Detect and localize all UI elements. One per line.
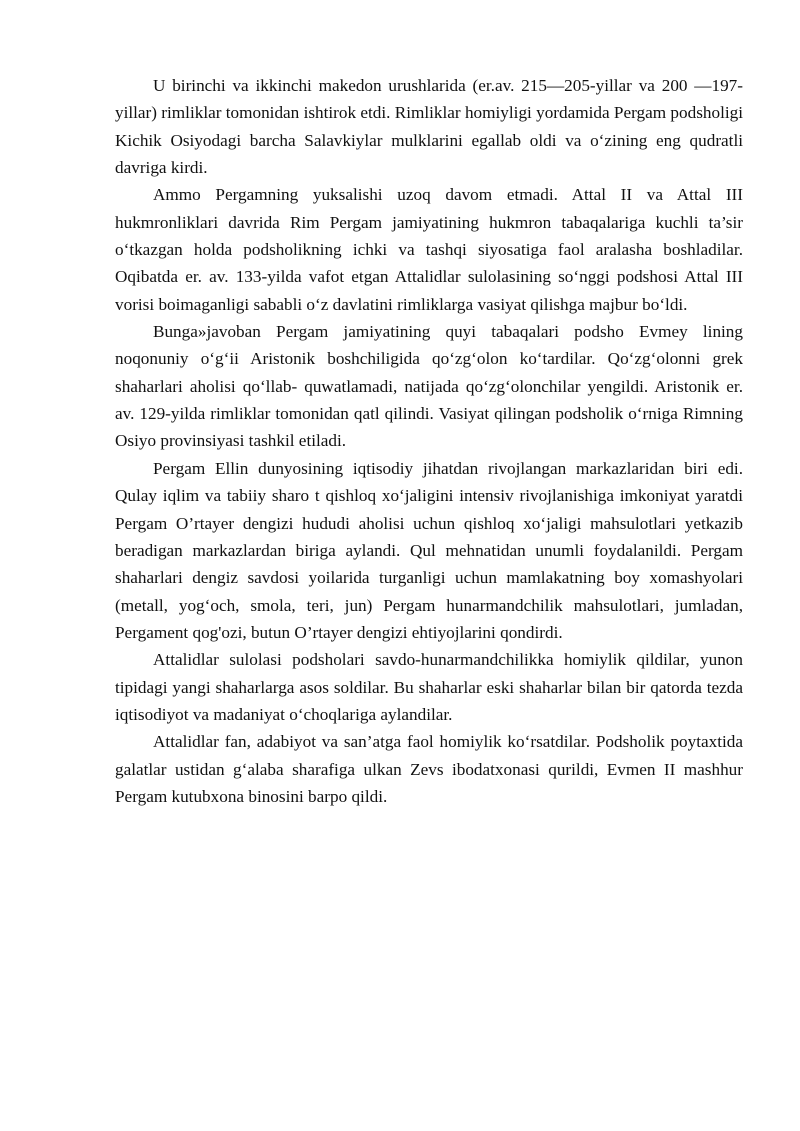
document-page [115,72,743,810]
paragraph-pergamon-economy: Pergam Ellin dunyosining iqtisodiy jihatdan rivojlangan markazlaridan biri edi. Qulay iqlim va tabiiy sharo t qishloq xo‘jaligini intensiv rivojlanishiga imkoniyat yaratdi Pergam O’rtayer dengizi hududi aholisi uchun qishloq xo‘jaligi mahsulotlari yetkazib beradigan markazlardan biriga aylandi. Qul mehnatidan unumli foydalanildi. Pergam shaharlari dengiz savdosi yoilarida turganligi uchun mamlakatning boy xomashyolari (metall, yog‘och, smola, teri, jun) Pergam hunarmandchilik mahsulotlari, jumladan, Pergament qog'ozi, butun O’rtayer dengizi ehtiyojlarini qondirdi. [115,458,743,642]
paragraph-attalid-culture: Attalidlar fan, adabiyot va san’atga faol homiylik ko‘rsatdilar. Podsholik poytaxtida galatlar ustidan g‘alaba sharafiga ulkan Zevs ibodatxonasi qurildi, Evmen II mashhur Pergam kutubxona binosini barpo qildi. [115,732,743,806]
paragraph-aristonicus-revolt: Bunga»javoban Pergam jamiyatining quyi tabaqalari podsho Evmey lining noqonuniy o‘g‘ii Aristonik boshchiligida qo‘zg‘olon ko‘tardilar. Qo‘zg‘olonni grek shaharlari aholisi qo‘llab- quwatlamadi, natijada qo‘zg‘olonchilar yengildi. Aristonik er. av. 129-yilda rimliklar tomonidan qatl qilindi. Vasiyat qilingan podsholik o‘rniga Rimning Osiyo provinsiyasi tashkil etiladi. [115,322,743,451]
paragraph-pergamon-decline: Ammo Pergamning yuksalishi uzoq davom etmadi. Attal II va Attal III hukmronliklari davrida Rim Pergam jamiyatining hukmron tabaqalariga kuchli ta’sir o‘tkazgan holda podsholikning ichki va tashqi siyosatiga faol aralasha boshladilar. Oqibatda er. av. 133-yilda vafot etgan Attalidlar sulolasining so‘nggi podshosi Attal III vorisi boimaganligi sababli o‘z davlatini rimliklarga vasiyat qilishga majbur bo‘ldi. [115,185,743,314]
paragraph-macedonian-wars: U birinchi va ikkinchi makedon urushlarida (er.av. 215—205-yillar va 200 —197-yillar) rimliklar tomonidan ishtirok etdi. Rimliklar homiyligi yordamida Pergam podsholigi Kichik Osiyodagi barcha Salavkiylar mulklarini egallab oldi va o‘zining eng qudratli davriga kirdi. [115,76,743,178]
paragraph-attalid-cities: Attalidlar sulolasi podsholari savdo-hunarmandchilikka homiylik qildilar, yunon tipidagi yangi shaharlarga asos soldilar. Bu shaharlar eski shaharlar bilan bir qatorda tezda iqtisodiyot va madaniyat o‘choqlariga aylandilar. [115,650,743,724]
